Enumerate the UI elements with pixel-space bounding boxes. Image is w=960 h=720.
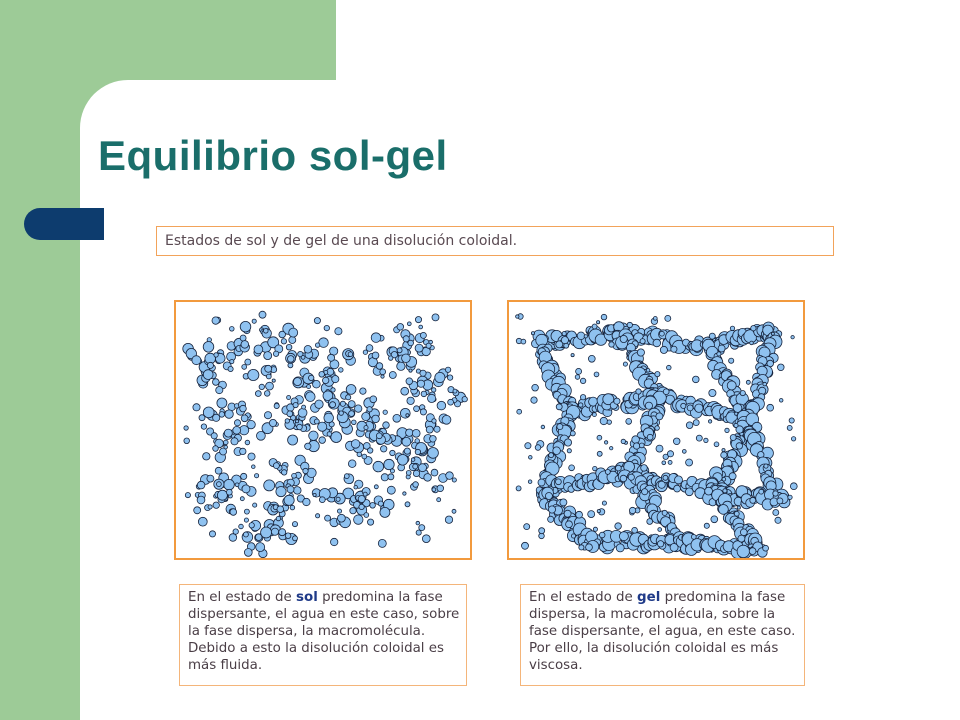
sol-diagram-panel xyxy=(174,300,472,560)
gel-term: gel xyxy=(637,590,661,605)
top-green-band xyxy=(0,0,336,80)
sol-particles-image xyxy=(176,302,470,558)
gel-diagram-panel xyxy=(507,300,805,560)
sol-term: sol xyxy=(296,590,318,605)
sol-description xyxy=(179,584,467,686)
accent-bar xyxy=(24,208,104,240)
sol-text-rest: predomina la fase dispersante, el agua en este caso, sobre la fase dispersa, la macromolécula. Debido a esto la disolución coloidal es más fluida. xyxy=(188,590,460,673)
gel-description xyxy=(520,584,805,686)
figure-caption: Estados de sol y de gel de una disolución coloidal. xyxy=(156,226,834,256)
gel-particles-image xyxy=(509,302,803,558)
left-green-band xyxy=(0,0,80,720)
sol-text-start: En el estado de xyxy=(188,590,297,605)
gel-text-rest: predomina la fase dispersa, la macromolécula, sobre la fase dispersante, el agua, en este caso. Por ello, la disolución coloidal es más viscosa. xyxy=(529,590,796,673)
slide-title: Equilibrio sol-gel xyxy=(98,132,448,179)
gel-text-start: En el estado de xyxy=(529,590,638,605)
